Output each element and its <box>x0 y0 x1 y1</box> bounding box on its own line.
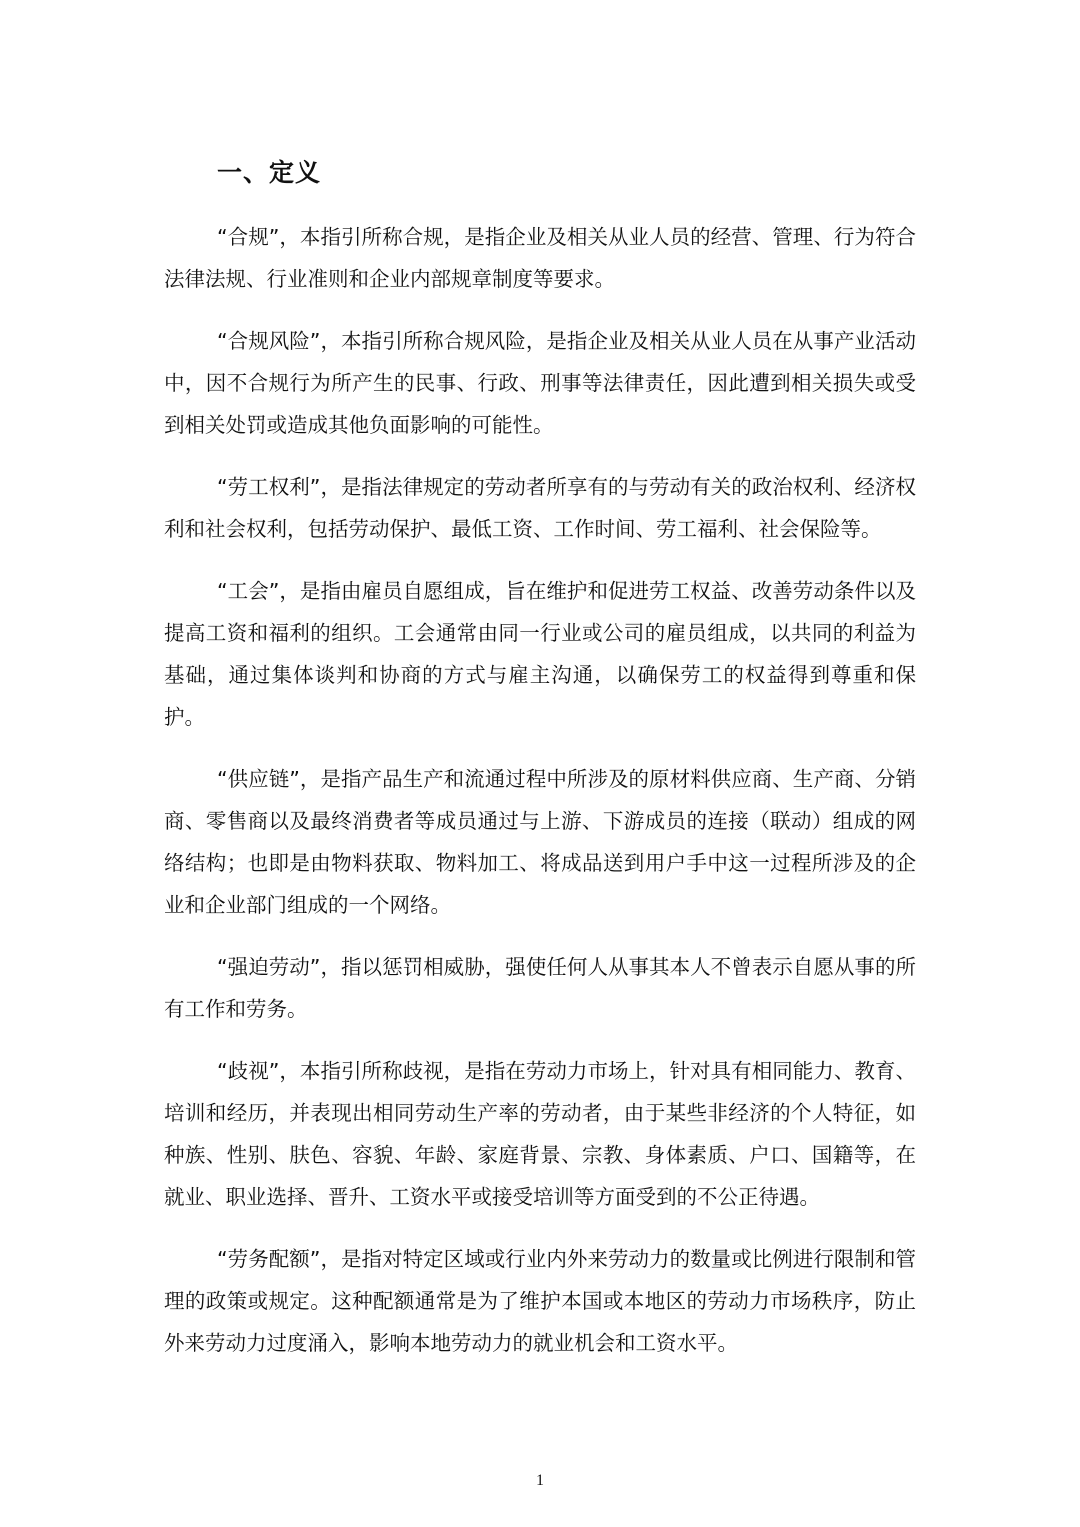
section-heading: 一、定义 <box>217 158 322 187</box>
definition-supply-chain: “供应链”，是指产品生产和流通过程中所涉及的原材料供应商、生产商、分销商、零售商以及最终消费者等成员通过与上游、下游成员的连接（联动）组成的网络结构；也即是由物料获取、物料加工、将成品送到用户手中这一过程所涉及的企业和企业部门组成的一个网络。 <box>164 767 916 917</box>
definition-forced-labor: “强迫劳动”，指以惩罚相威胁，强使任何人从事其本人不曾表示自愿从事的所有工作和劳务。 <box>164 955 916 1021</box>
definition-labor-rights: “劳工权利”，是指法律规定的劳动者所享有的与劳动有关的政治权利、经济权利和社会权利，包括劳动保护、最低工资、工作时间、劳工福利、社会保险等。 <box>164 475 916 541</box>
definition-discrimination: “歧视”，本指引所称歧视，是指在劳动力市场上，针对具有相同能力、教育、培训和经历，并表现出相同劳动生产率的劳动者，由于某些非经济的个人特征，如种族、性别、肤色、容貌、年龄、家庭背景、宗教、身体素质、户口、国籍等，在就业、职业选择、晋升、工资水平或接受培训等方面受到的不公正待遇。 <box>164 1059 916 1209</box>
definitions-body <box>164 216 916 1384</box>
definition-trade-union: “工会”，是指由雇员自愿组成，旨在维护和促进劳工权益、改善劳动条件以及提高工资和福利的组织。工会通常由同一行业或公司的雇员组成，以共同的利益为基础，通过集体谈判和协商的方式与雇主沟通，以确保劳工的权益得到尊重和保护。 <box>164 579 916 729</box>
definition-compliance-risk: “合规风险”，本指引所称合规风险，是指企业及相关从业人员在从事产业活动中，因不合规行为所产生的民事、行政、刑事等法律责任，因此遭到相关损失或受到相关处罚或造成其他负面影响的可能性。 <box>164 329 916 437</box>
page-number: 1 <box>536 1472 544 1489</box>
definition-compliance: “合规”，本指引所称合规，是指企业及相关从业人员的经营、管理、行为符合法律法规、行业准则和企业内部规章制度等要求。 <box>164 225 916 291</box>
definition-labor-quota: “劳务配额”，是指对特定区域或行业内外来劳动力的数量或比例进行限制和管理的政策或规定。这种配额通常是为了维护本国或本地区的劳动力市场秩序，防止外来劳动力过度涌入，影响本地劳动力的就业机会和工资水平。 <box>164 1247 916 1355</box>
